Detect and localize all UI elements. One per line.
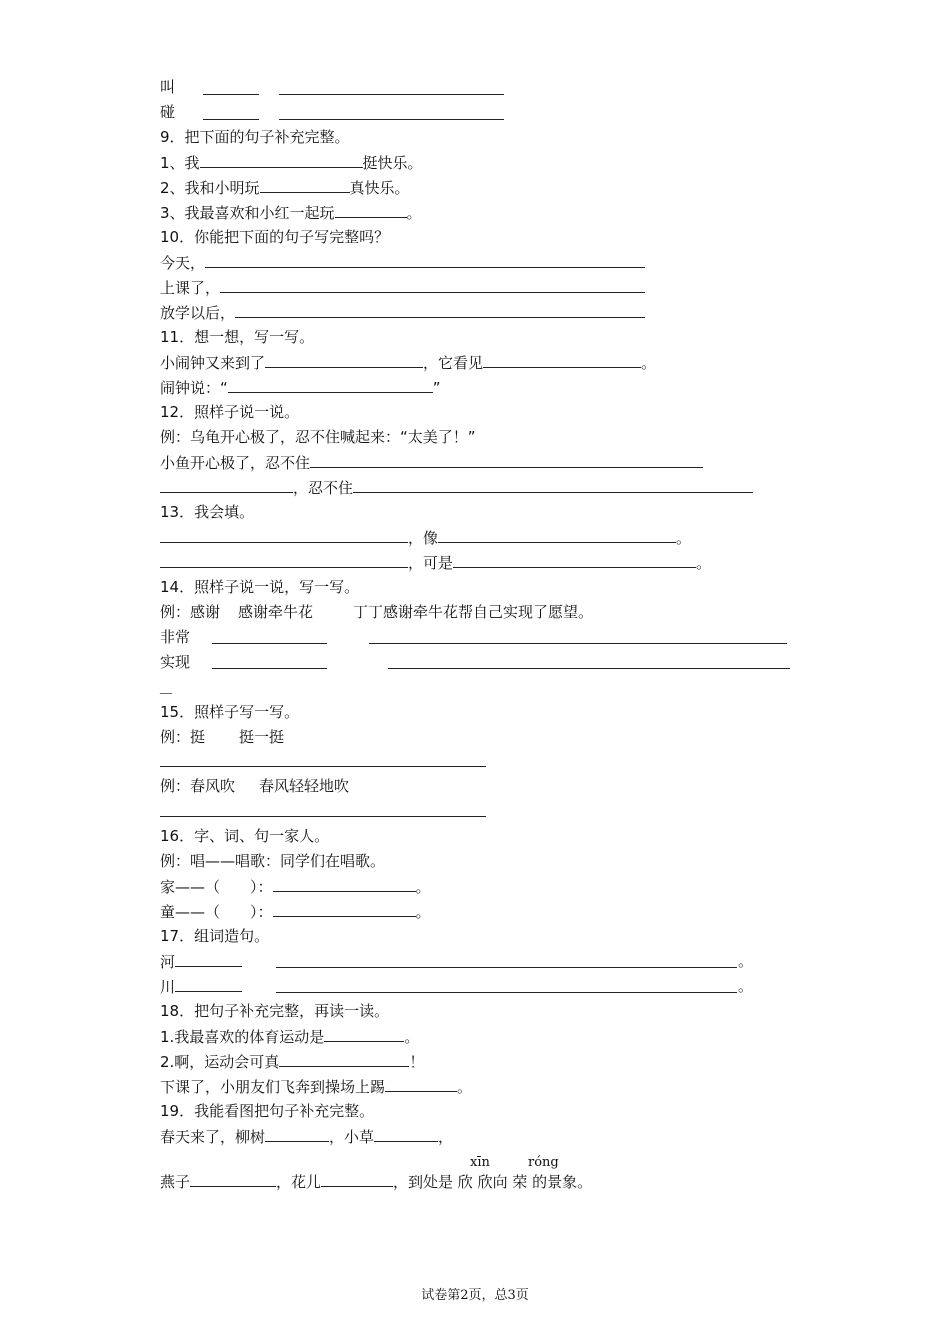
blank[interactable]: [265, 1126, 329, 1142]
q16-line-2: [160, 901, 431, 922]
blank[interactable]: [203, 119, 259, 120]
blank[interactable]: [260, 177, 350, 193]
blank[interactable]: [235, 302, 645, 318]
q10-line-1: [160, 252, 645, 273]
q10-line-3: [160, 302, 645, 323]
q16-line-1: [160, 876, 431, 897]
q18-line-2: [160, 1051, 424, 1072]
text: 。: [676, 529, 692, 547]
q19-title: 19．我能看图把句子补充完整。: [160, 1102, 375, 1120]
text: 2.啊，运动会可真: [160, 1053, 280, 1071]
text: 。: [457, 1078, 473, 1096]
q11-title: 11．想一想，写一写。: [160, 328, 315, 346]
text: 。: [415, 878, 431, 896]
text: 挺快乐。: [362, 154, 423, 172]
q17-line-1: [160, 951, 242, 972]
q14-tail: __: [160, 680, 172, 694]
blank[interactable]: [438, 527, 676, 543]
text: 春天来了，柳树: [160, 1128, 266, 1146]
pinyin-xin: xīn: [470, 1155, 490, 1170]
q13-line-2: [160, 552, 711, 573]
blank[interactable]: [279, 94, 504, 95]
q10-line-2: [160, 277, 645, 298]
q9-line-1: [160, 152, 423, 173]
q12-example: 例：乌龟开心极了，忍不住喊起来：“太美了！”: [160, 428, 476, 446]
answer-line[interactable]: [160, 766, 486, 767]
q9-line-2: [160, 177, 410, 198]
text: 燕子: [160, 1173, 191, 1191]
q8-row-1: [160, 77, 175, 97]
text: 例：挺: [160, 728, 206, 746]
blank[interactable]: [175, 976, 242, 992]
text: 1.我最喜欢的体育运动是: [160, 1028, 325, 1046]
text: 。: [404, 1028, 420, 1046]
q16-title: 16．字、词、句一家人。: [160, 827, 330, 845]
q10-title: 10．你能把下面的句子写完整吗？: [160, 228, 390, 246]
q15-example-1: [160, 727, 284, 747]
text: 家——（ ）：: [160, 878, 273, 896]
q9-title: 9．把下面的句子补充完整。: [160, 128, 350, 146]
q14-word-2: 实现: [160, 653, 191, 671]
text: 例：春风吹: [160, 777, 236, 795]
q15-title: 15．照样子写一写。: [160, 703, 300, 721]
blank[interactable]: [321, 1171, 393, 1187]
blank[interactable]: [279, 1051, 409, 1067]
q18-title: 18．把句子补充完整，再读一读。: [160, 1002, 390, 1020]
text: 。: [406, 204, 422, 222]
text: ，花儿: [276, 1173, 322, 1191]
text: ，: [438, 1128, 454, 1146]
blank[interactable]: [200, 152, 363, 168]
text: ，像: [408, 529, 439, 547]
text: ！: [409, 1053, 425, 1071]
blank[interactable]: [160, 477, 293, 493]
text: 真快乐。: [349, 179, 410, 197]
text: 2、我和小明玩: [160, 179, 260, 197]
text: 春风轻轻地吹: [259, 777, 350, 795]
blank[interactable]: [276, 992, 737, 993]
blank[interactable]: [273, 901, 416, 917]
blank[interactable]: [276, 967, 737, 968]
blank[interactable]: [175, 951, 242, 967]
q17-end-2: 。: [738, 977, 754, 995]
q16-example: 例：唱——唱歌：同学们在唱歌。: [160, 852, 386, 870]
blank[interactable]: [190, 1171, 276, 1187]
blank[interactable]: [273, 876, 416, 892]
q13-line-1: [160, 527, 691, 548]
text: 丁丁感谢牵牛花帮自己实现了愿望。: [353, 603, 594, 621]
q11-line-1: [160, 352, 656, 373]
blank[interactable]: [483, 352, 641, 368]
q11-line-2: [160, 377, 441, 398]
text: 川: [160, 978, 176, 996]
blank[interactable]: [220, 277, 645, 293]
q14-example: [160, 602, 593, 622]
text: 1、我: [160, 154, 200, 172]
text: 河: [160, 953, 176, 971]
q9-line-3: [160, 202, 422, 223]
text: 。: [641, 354, 657, 372]
blank[interactable]: [203, 94, 259, 95]
text: 童——（ ）：: [160, 903, 273, 921]
text: 放学以后，: [160, 304, 236, 322]
answer-line[interactable]: [160, 816, 486, 817]
q18-line-1: [160, 1026, 419, 1047]
text: 例：感谢: [160, 603, 221, 621]
q8-row-2: [160, 102, 175, 122]
blank[interactable]: [453, 552, 696, 568]
text: ，它看见: [423, 354, 484, 372]
q12-line-2: [160, 477, 753, 498]
text: 小鱼开心极了，忍不住: [160, 454, 311, 472]
q15-example-2: [160, 776, 349, 796]
text: 今天，: [160, 254, 206, 272]
q13-title: 13．我会填。: [160, 503, 255, 521]
blank[interactable]: [160, 552, 408, 568]
blank[interactable]: [353, 477, 753, 493]
blank[interactable]: [310, 452, 703, 468]
blank[interactable]: [369, 643, 787, 644]
q14-word-1: 非常: [160, 628, 191, 646]
blank[interactable]: [212, 668, 327, 669]
blank[interactable]: [385, 1076, 457, 1092]
blank[interactable]: [265, 352, 423, 368]
char-jiao: 叫: [160, 78, 176, 96]
blank[interactable]: [160, 527, 408, 543]
text: 上课了，: [160, 279, 221, 297]
q17-title: 17．组词造句。: [160, 927, 270, 945]
page-footer: 试卷第2页，总3页: [421, 1288, 529, 1303]
text: ，可是: [408, 554, 454, 572]
text: ，小草: [329, 1128, 375, 1146]
q19-line-1: [160, 1126, 453, 1147]
blank[interactable]: [374, 1126, 438, 1142]
text: 3、我最喜欢和小红一起玩: [160, 204, 335, 222]
blank[interactable]: [212, 643, 327, 644]
text: ，到处是 欣 欣向 荣 的景象。: [393, 1173, 593, 1191]
q14-title: 14．照样子说一说，写一写。: [160, 578, 360, 596]
blank[interactable]: [324, 1026, 404, 1042]
text: 小闹钟又来到了: [160, 354, 266, 372]
q17-line-2: [160, 976, 242, 997]
q17-end-1: 。: [738, 952, 754, 970]
text: 。: [415, 903, 431, 921]
pinyin-rong: róng: [528, 1155, 559, 1170]
text: 。: [696, 554, 712, 572]
blank[interactable]: [279, 119, 504, 120]
q12-title: 12．照样子说一说。: [160, 403, 300, 421]
q19-line-2: [160, 1171, 592, 1192]
text: 感谢牵牛花: [238, 603, 314, 621]
text: ”: [432, 379, 441, 397]
text: 闹钟说：“: [160, 379, 228, 397]
q12-line-1: [160, 452, 703, 473]
q18-line-3: [160, 1076, 472, 1097]
blank[interactable]: [205, 252, 645, 268]
blank[interactable]: [388, 668, 790, 669]
blank[interactable]: [228, 377, 433, 393]
text: 下课了，小朋友们飞奔到操场上踢: [160, 1078, 386, 1096]
text: 挺一挺: [239, 728, 285, 746]
blank[interactable]: [335, 202, 407, 218]
text: ，忍不住: [293, 479, 354, 497]
char-peng: 碰: [160, 103, 176, 121]
